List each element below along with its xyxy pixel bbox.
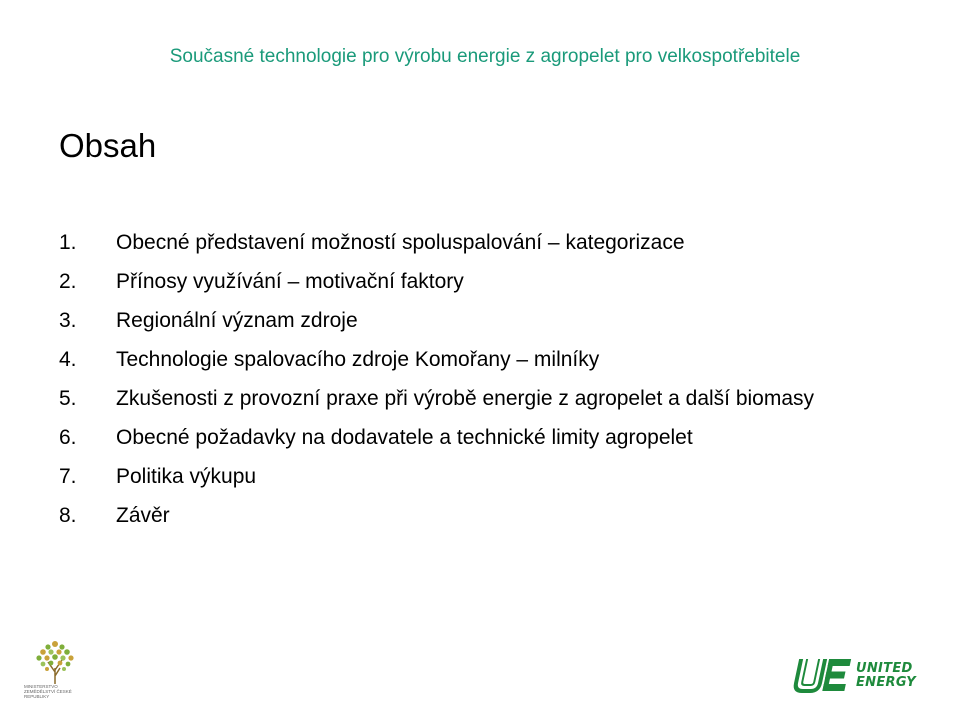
toc-item-text: Technologie spalovacího zdroje Komořany – milníky [116, 348, 600, 371]
toc-item [59, 347, 919, 373]
united-energy-line1: UNITED [856, 661, 913, 676]
toc-item [59, 308, 919, 334]
united-energy-line2: ENERGY [856, 675, 917, 690]
toc-item [59, 269, 919, 295]
toc-item-text: Regionální význam zdroje [116, 309, 358, 332]
toc-item-number: 6. [59, 426, 77, 449]
toc-item-number: 7. [59, 465, 77, 488]
toc-item-number: 8. [59, 504, 77, 527]
ministry-logo-text: MINISTERSTVO ZEMĚDĚLSTVÍ ČESKÉ REPUBLIKY [24, 684, 72, 699]
toc-item-number: 3. [59, 309, 77, 332]
tree-icon [24, 638, 88, 686]
ue-logo-icon [790, 655, 854, 697]
toc-item-number: 4. [59, 348, 77, 371]
toc-item [59, 386, 919, 412]
toc-item [59, 425, 919, 451]
table-of-contents [59, 230, 919, 542]
toc-item-number: 1. [59, 231, 77, 254]
toc-item-text: Závěr [116, 504, 170, 527]
united-energy-logo [790, 655, 940, 697]
toc-item-number: 2. [59, 270, 77, 293]
toc-item-text: Obecné představení možností spoluspalování – kategorizace [116, 231, 685, 254]
toc-item [59, 230, 919, 256]
ministry-logo [24, 638, 88, 708]
header-title: Současné technologie pro výrobu energie z agropelet pro velkospotřebitele [169, 46, 801, 67]
page-title: Obsah [59, 127, 157, 164]
toc-item [59, 503, 919, 529]
toc-item-text: Zkušenosti z provozní praxe při výrobě energie z agropelet a další biomasy [116, 387, 815, 410]
toc-item-text: Obecné požadavky na dodavatele a technické limity agropelet [116, 426, 693, 449]
toc-item-number: 5. [59, 387, 77, 410]
toc-item [59, 464, 919, 490]
toc-item-text: Politika výkupu [116, 465, 257, 488]
toc-item-text: Přínosy využívání – motivační faktory [116, 270, 464, 293]
